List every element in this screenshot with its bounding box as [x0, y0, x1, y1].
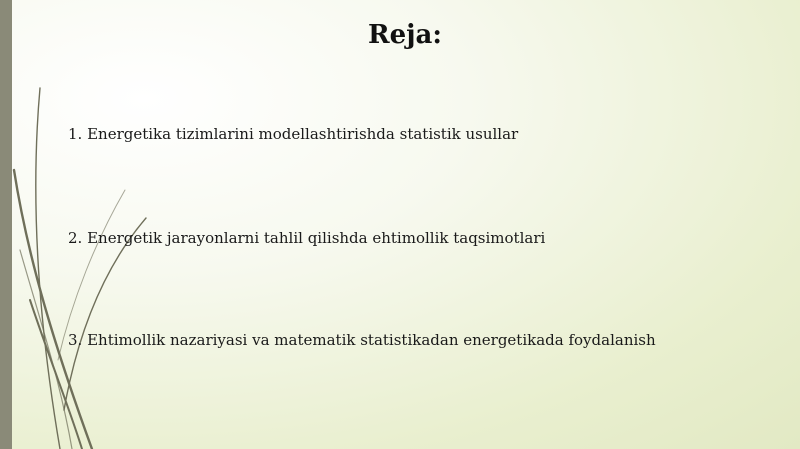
plan-item-2: 2. Energetik jarayonlarni tahlil qilishda ehtimollik taqsimotlari	[68, 229, 546, 247]
slide-title: Reja:	[367, 20, 442, 50]
plan-item-1: 1. Energetika tizimlarini modellashtirishda statistik usullar	[68, 125, 519, 143]
plan-item-3: 3. Ehtimollik nazariyasi va matematik statistikadan energetikada foydalanish	[68, 331, 656, 349]
plan-list	[68, 0, 768, 449]
